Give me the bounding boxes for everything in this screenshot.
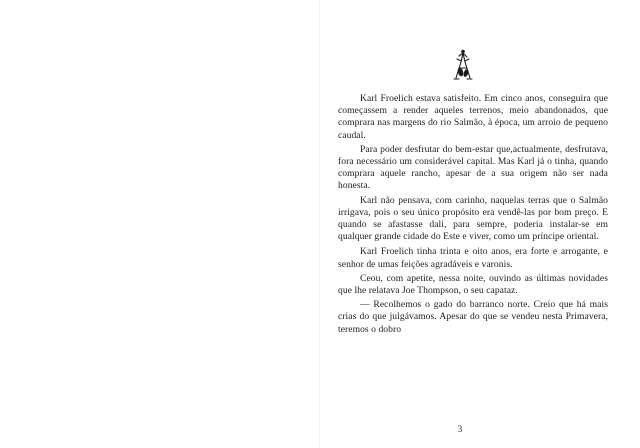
paragraph-5: Ceou, com apetite, nessa noite, ouvindo as últimas novidades que lhe relatava Joe Thompson, o seu capataz. <box>338 272 608 297</box>
paragraph-3: Karl não pensava, com carinho, naquelas terras que o Salmão irrigava, pois o seu único propósito era vendê-las por bom preço. E quando se afastasse dali, para sempre, poderia instalar-se em qualquer grande cidade do Este e viver, como um príncipe oriental. <box>338 194 608 243</box>
paragraph-1: Karl Froelich estava satisfeito. Em cinco anos, conseguira que começassem a render aqueles terrenos, meio abandonados, que comprara nas margens do rio Salmão, à época, um arroio de pequeno caudal. <box>338 93 608 141</box>
chapter-text <box>338 93 608 338</box>
sketch-figures-icon <box>450 48 476 82</box>
paragraph-2: Para poder desfrutar do bem-estar que,actualmente, desfrutava, fora necessário um considerável capital. Mas Karl já o tinha, quando comprara aquele rancho, apesar de a sua origem não ser nada honesta. <box>338 143 608 192</box>
paragraph-6-dialogue: — Recolhemos o gado do barranco norte. Creio que há mais crias do que julgávamos. Apesar do que se vendeu nesta Primavera, teremos o dobro <box>338 299 608 335</box>
paragraph-4: Karl Froelich tinha trinta e oito anos, era forte e arrogante, e senhor de umas feições agradáveis e varonis. <box>338 246 608 270</box>
right-page <box>320 0 640 448</box>
page-number: 3 <box>457 424 463 434</box>
